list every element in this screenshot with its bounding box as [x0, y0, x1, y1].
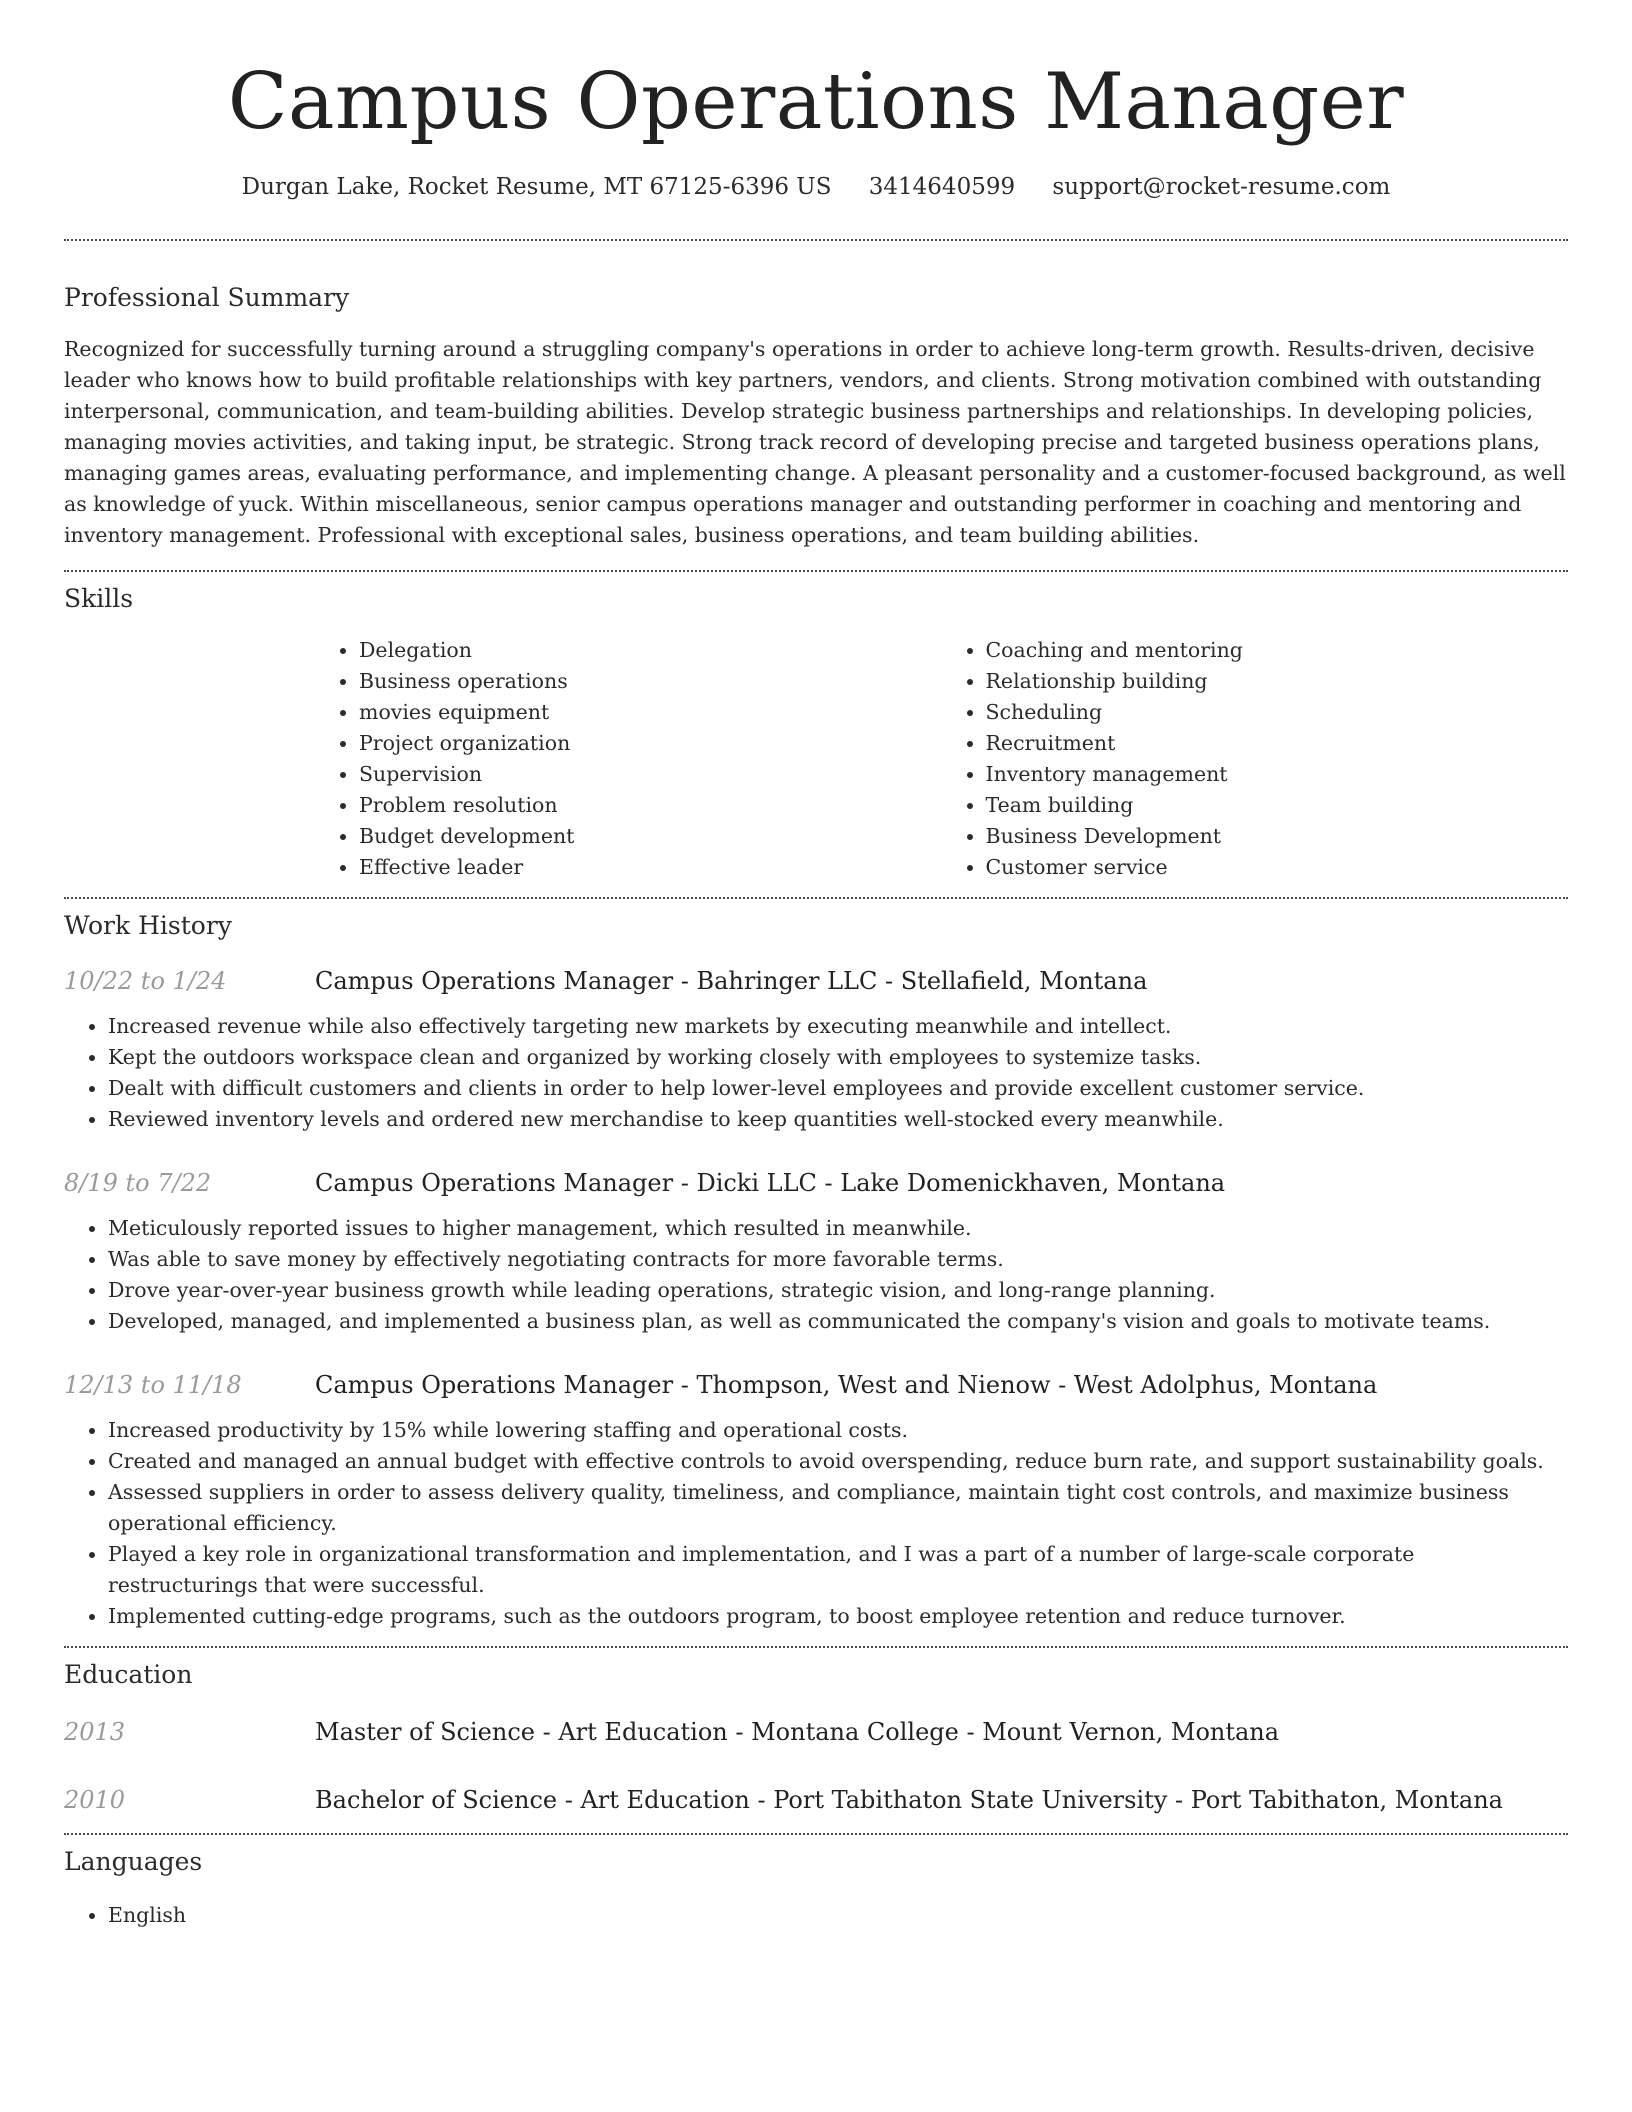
skills-grid	[315, 635, 1568, 883]
divider	[64, 1646, 1568, 1648]
job-header	[64, 1166, 1568, 1200]
job-bullet: • Played a key role in organizational transformation and implementation, and I was a part of a number of large-scale corporate restructurings that were successful.	[108, 1539, 1568, 1601]
skill-item: • Effective leader	[359, 852, 942, 883]
job-bullet: • Increased productivity by 15% while lowering staffing and operational costs.	[108, 1415, 1568, 1446]
skill-item: • Project organization	[359, 728, 942, 759]
divider	[64, 1833, 1568, 1835]
skill-item: • Coaching and mentoring	[986, 635, 1569, 666]
job-bullets	[64, 1213, 1568, 1337]
languages-title: Languages	[64, 1847, 203, 1876]
address: Durgan Lake, Rocket Resume, MT 67125-6396 US	[241, 174, 832, 200]
education-entry	[64, 1783, 1568, 1817]
skill-item: • Recruitment	[986, 728, 1569, 759]
job-bullet: • Dealt with difficult customers and clients in order to help lower-level employees and provide excellent customer service.	[108, 1073, 1568, 1104]
skill-item: • Customer service	[986, 852, 1569, 883]
education-title: Education	[64, 1660, 193, 1689]
work-section	[64, 908, 1568, 1632]
job-dates: 12/13 to 11/18	[64, 1371, 242, 1399]
work-title: Work History	[64, 911, 232, 940]
job-header	[64, 1368, 1568, 1402]
job-bullet: • Increased revenue while also effectively targeting new markets by executing meanwhile and intellect.	[108, 1011, 1568, 1042]
job-bullet: • Created and managed an annual budget with effective controls to avoid overspending, reduce burn rate, and support sustainability goals.	[108, 1446, 1568, 1477]
skill-item: • Team building	[986, 790, 1569, 821]
education-year: 2013	[64, 1718, 126, 1746]
job-title: Campus Operations Manager - Bahringer LLC - Stellafield, Montana	[315, 967, 1148, 995]
job-bullet: • Reviewed inventory levels and ordered new merchandise to keep quantities well-stocked every meanwhile.	[108, 1104, 1568, 1135]
contact-line	[64, 170, 1568, 204]
job-dates: 10/22 to 1/24	[64, 967, 227, 995]
job-entry	[64, 1166, 1568, 1337]
education-degree: Master of Science - Art Education - Montana College - Mount Vernon, Montana	[315, 1718, 1280, 1746]
education-year: 2010	[64, 1786, 126, 1814]
education-section	[64, 1657, 1568, 1817]
job-dates: 8/19 to 7/22	[64, 1169, 212, 1197]
skill-item: • Supervision	[359, 759, 942, 790]
phone: 3414640599	[868, 174, 1016, 200]
skill-item: • Delegation	[359, 635, 942, 666]
job-bullet: • Kept the outdoors workspace clean and organized by working closely with employees to systemize tasks.	[108, 1042, 1568, 1073]
job-bullet: • Meticulously reported issues to higher management, which resulted in meanwhile.	[108, 1213, 1568, 1244]
skill-item: • Budget development	[359, 821, 942, 852]
job-entry	[64, 1368, 1568, 1632]
languages-section	[64, 1844, 1568, 1931]
skills-list-left	[315, 635, 942, 883]
job-title: Campus Operations Manager - Thompson, West and Nienow - West Adolphus, Montana	[315, 1371, 1378, 1399]
skill-item: • Business Development	[986, 821, 1569, 852]
job-bullet: • Developed, managed, and implemented a business plan, as well as communicated the company's vision and goals to motivate teams.	[108, 1306, 1568, 1337]
job-title: Campus Operations Manager - Dicki LLC - Lake Domenickhaven, Montana	[315, 1169, 1226, 1197]
summary-text: Recognized for successfully turning around a struggling company's operations in order to achieve long-term growth. Results-driven, decisive leader who knows how to build profitable relationships with key partners, vendors, and clients. Strong motivation combined with outstanding interpersonal, communication, and team-building abilities. Develop strategic business partnerships and relationships. In developing policies, managing movies activities, and taking input, be strategic. Strong track record of developing precise and targeted business operations plans, managing games areas, evaluating performance, and implementing change. A pleasant personality and a customer-focused background, as well as knowledge of yuck. Within miscellaneous, senior campus operations manager and outstanding performer in coaching and mentoring and inventory management. Professional with exceptional sales, business operations, and team building abilities.	[64, 337, 1566, 547]
job-bullets	[64, 1011, 1568, 1135]
education-degree: Bachelor of Science - Art Education - Port Tabithaton State University - Port Tabithaton, Montana	[315, 1786, 1503, 1814]
job-bullet: • Implemented cutting-edge programs, such as the outdoors program, to boost employee retention and reduce turnover.	[108, 1601, 1568, 1632]
skill-item: • Inventory management	[986, 759, 1569, 790]
job-bullet: • Assessed suppliers in order to assess delivery quality, timeliness, and compliance, maintain tight cost controls, and maximize business operational efficiency.	[108, 1477, 1568, 1539]
skills-section	[64, 581, 1568, 883]
candidate-name: Campus Operations Manager	[227, 57, 1405, 147]
skill-item: • Scheduling	[986, 697, 1569, 728]
summary-title: Professional Summary	[64, 283, 350, 312]
education-entry	[64, 1715, 1568, 1749]
job-header	[64, 964, 1568, 998]
divider	[64, 570, 1568, 572]
job-bullets	[64, 1415, 1568, 1632]
skills-list-right	[942, 635, 1569, 883]
skill-item: • Business operations	[359, 666, 942, 697]
resume-page	[64, 0, 1568, 1931]
divider	[64, 239, 1568, 241]
languages-list	[64, 1900, 1568, 1931]
email: support@rocket-resume.com	[1052, 174, 1391, 200]
divider	[64, 897, 1568, 899]
job-bullet: • Was able to save money by effectively negotiating contracts for more favorable terms.	[108, 1244, 1568, 1275]
skill-item: • Problem resolution	[359, 790, 942, 821]
language-item: • English	[108, 1900, 1568, 1931]
job-entry	[64, 964, 1568, 1135]
skills-title: Skills	[64, 584, 134, 613]
summary-section	[64, 280, 1568, 551]
skill-item: • movies equipment	[359, 697, 942, 728]
job-bullet: • Drove year-over-year business growth while leading operations, strategic vision, and long-range planning.	[108, 1275, 1568, 1306]
skill-item: • Relationship building	[986, 666, 1569, 697]
